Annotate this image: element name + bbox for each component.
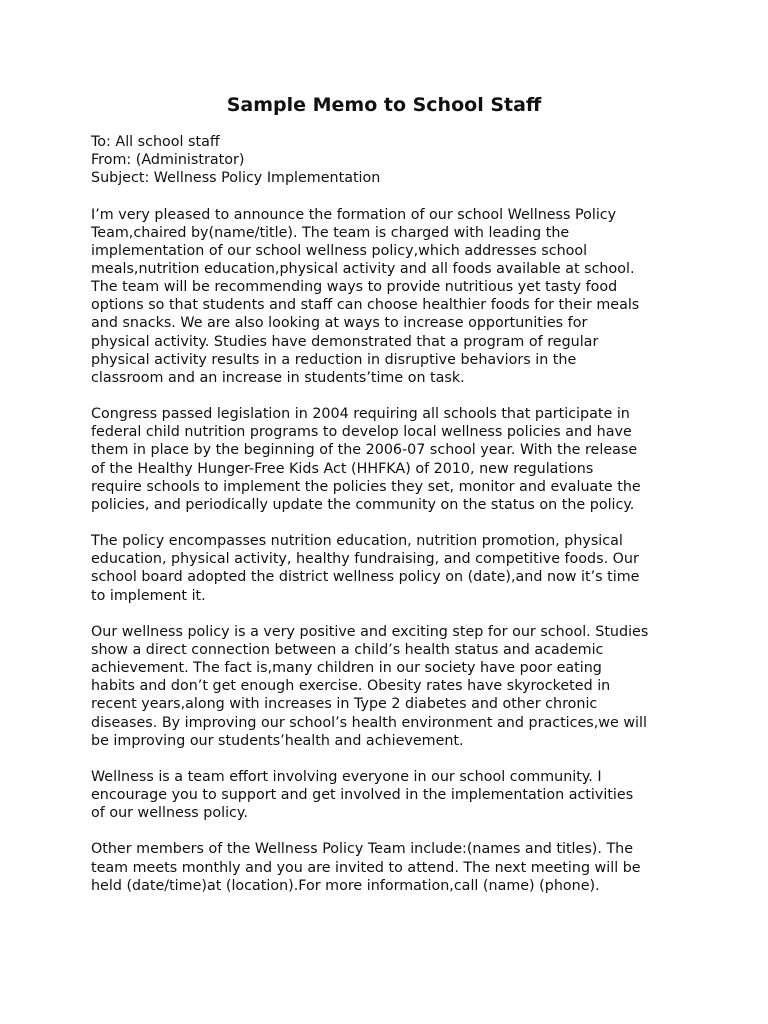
text-line: federal child nutrition programs to develop local wellness policies and have	[91, 424, 632, 441]
paragraph-health-benefits	[91, 623, 691, 750]
text-line: held (date/time)at (location).For more information,call (name) (phone).	[91, 877, 600, 894]
text-line: physical activity. Studies have demonstrated that a program of regular	[91, 333, 599, 350]
paragraph-gap	[91, 514, 691, 532]
text-line: encourage you to support and get involved in the implementation activities	[91, 787, 634, 804]
memo-body	[91, 133, 691, 895]
text-line: Wellness is a team effort involving everyone in our school community. I	[91, 768, 602, 785]
text-line: Other members of the Wellness Policy Team include:(names and titles). The	[91, 841, 634, 858]
text-line: education, physical activity, healthy fundraising, and competitive foods. Our	[91, 551, 639, 568]
text-line: of our wellness policy.	[91, 805, 248, 822]
text-line: I’m very pleased to announce the formation of our school Wellness Policy	[91, 206, 617, 223]
text-line: The team will be recommending ways to provide nutritious yet tasty food	[91, 279, 618, 296]
text-line: diseases. By improving our school’s health environment and practices,we will	[91, 714, 647, 731]
paragraph-gap	[91, 605, 691, 623]
text-line: options so that students and staff can choose healthier foods for their meals	[91, 297, 640, 314]
text-line: The policy encompasses nutrition education, nutrition promotion, physical	[91, 533, 623, 550]
text-line: school board adopted the district wellness policy on (date),and now it’s time	[91, 569, 640, 586]
memo-header	[91, 133, 691, 187]
memo-from-line: From: (Administrator)	[91, 152, 245, 169]
text-line: team meets monthly and you are invited to attend. The next meeting will be	[91, 859, 641, 876]
paragraph-team-effort	[91, 768, 691, 822]
text-line: habits and don’t get enough exercise. Obesity rates have skyrocketed in	[91, 678, 611, 695]
text-line: require schools to implement the policies they set, monitor and evaluate the	[91, 478, 641, 495]
paragraph-gap	[91, 750, 691, 768]
paragraph-legislation	[91, 405, 691, 514]
text-line: recent years,along with increases in Type 2 diabetes and other chronic	[91, 696, 598, 713]
paragraph-announcement	[91, 206, 691, 387]
text-line: Congress passed legislation in 2004 requiring all schools that participate in	[91, 406, 630, 423]
paragraph-team-members	[91, 840, 691, 894]
memo-to-line: To: All school staff	[91, 134, 220, 150]
text-line: policies, and periodically update the community on the status on the policy.	[91, 496, 635, 513]
text-line: of the Healthy Hunger-Free Kids Act (HHFKA) of 2010, new regulations	[91, 460, 594, 477]
paragraph-policy-scope	[91, 532, 691, 605]
text-line: classroom and an increase in students’time on task.	[91, 369, 465, 386]
paragraph-gap	[91, 387, 691, 405]
text-line: implementation of our school wellness policy,which addresses school	[91, 242, 588, 259]
text-line: to implement it.	[91, 587, 206, 604]
text-line: achievement. The fact is,many children in our society have poor eating	[91, 660, 602, 677]
text-line: be improving our students’health and achievement.	[91, 732, 464, 749]
text-line: meals,nutrition education,physical activity and all foods available at school.	[91, 260, 635, 277]
text-line: them in place by the beginning of the 2006-07 school year. With the release	[91, 442, 638, 459]
text-line: Our wellness policy is a very positive and exciting step for our school. Studies	[91, 623, 649, 640]
text-line: and snacks. We are also looking at ways to increase opportunities for	[91, 315, 588, 332]
paragraph-gap	[91, 822, 691, 840]
text-line: physical activity results in a reduction in disruptive behaviors in the	[91, 351, 577, 368]
memo-title: Sample Memo to School Staff	[226, 94, 542, 116]
text-line: show a direct connection between a child’s health status and academic	[91, 641, 604, 658]
paragraph-gap	[91, 187, 691, 205]
text-line: Team,chaired by(name/title). The team is charged with leading the	[91, 224, 570, 241]
memo-subject-line: Subject: Wellness Policy Implementation	[91, 170, 381, 187]
